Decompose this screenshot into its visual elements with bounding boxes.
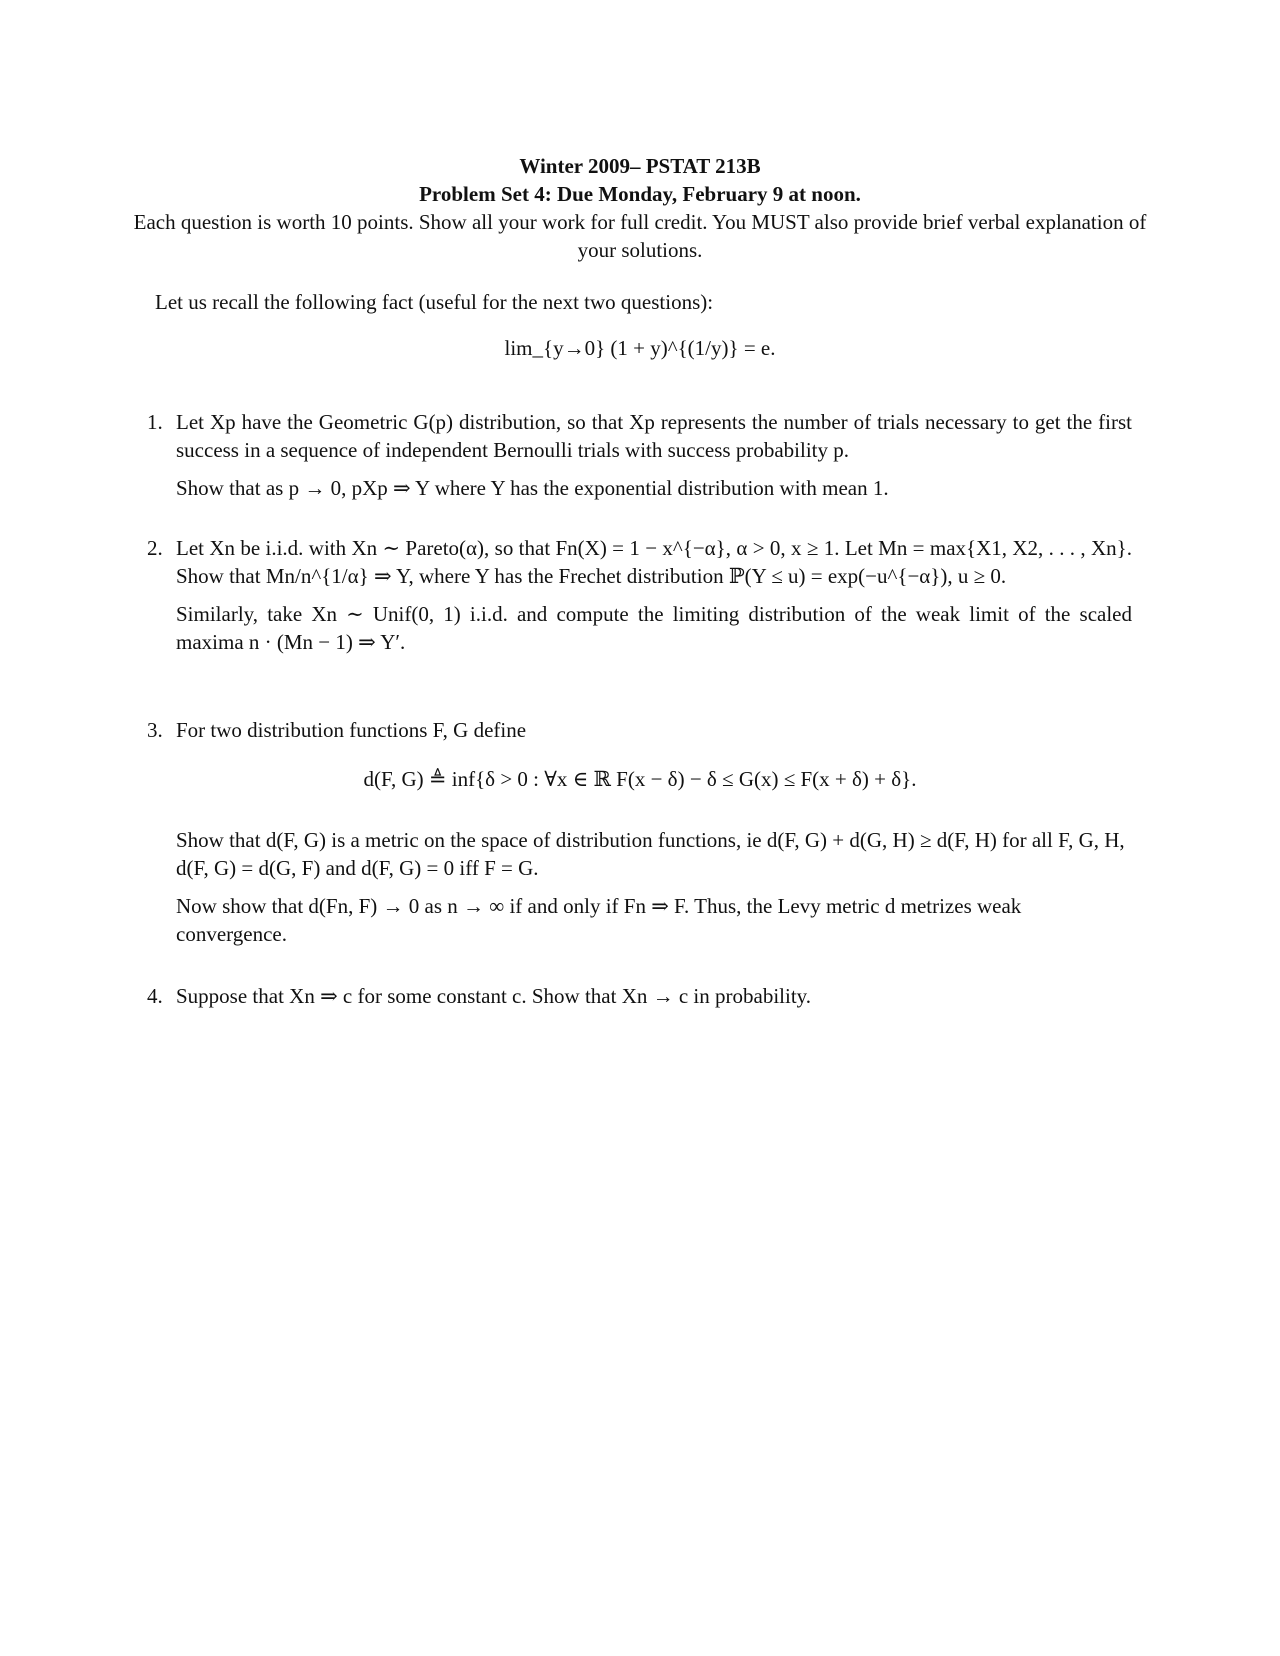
problem-text: Show that d(F, G) is a metric on the space of distribution functions, ie d(F, G) + d(G, H) ≥ d(F, H) for all F, G, H, d(F, G) = d(G, F) and d(F, G) = 0 iff F = G.: [176, 828, 1125, 880]
levy-metric-formula: d(F, G) ≜ inf{δ > 0 : ∀x ∈ ℝ F(x − δ) − δ ≤ G(x) ≤ F(x + δ) + δ}.: [363, 767, 917, 791]
problem-number: 1.: [147, 410, 163, 434]
problem-text: Similarly, take Xn ∼ Unif(0, 1) i.i.d. and compute the limiting distribution of the weak limit of the scaled maxima n · (Mn − 1) ⇒ Y′.: [176, 602, 1132, 654]
problem-3-continued: [176, 826, 1132, 948]
page-subtitle: Problem Set 4: Due Monday, February 9 at noon.: [419, 182, 861, 206]
problem-1: [147, 408, 1132, 502]
problem-text: Let Xp have the Geometric G(p) distribution, so that Xp represents the number of trials necessary to get the first success in a sequence of independent Bernoulli trials with success probability p.: [176, 410, 1132, 462]
problem-3: [147, 716, 1132, 744]
page-title: Winter 2009– PSTAT 213B: [519, 154, 761, 178]
problem-4: [147, 982, 1132, 1010]
problem-number: 3.: [147, 718, 163, 742]
problem-text: For two distribution functions F, G define: [176, 718, 527, 742]
problem-number: 2.: [147, 536, 163, 560]
recall-text: Let us recall the following fact (useful for the next two questions):: [155, 290, 714, 314]
problem-2: [147, 534, 1132, 656]
problem-text: Suppose that Xn ⇒ c for some constant c. Show that Xn → c in probability.: [176, 984, 812, 1008]
problem-text: Let Xn be i.i.d. with Xn ∼ Pareto(α), so that Fn(X) = 1 − x^{−α}, α > 0, x ≥ 1. Let Mn = max{X1, X2, . . . , Xn}. Show that Mn/n^{1/α} ⇒ Y, where Y has the Frechet distribution ℙ(Y ≤ u) = exp(−u^{−α}), u ≥ 0.: [176, 536, 1132, 588]
problem-text: Now show that d(Fn, F) → 0 as n → ∞ if and only if Fn ⇒ F. Thus, the Levy metric d metrizes weak convergence.: [176, 894, 1022, 946]
limit-formula: lim_{y→0} (1 + y)^{(1/y)} = e.: [504, 336, 776, 360]
instructions: Each question is worth 10 points. Show all your work for full credit. You MUST also provide brief verbal explanation of your solutions.: [133, 210, 1147, 262]
problem-number: 4.: [147, 984, 163, 1008]
problem-text: Show that as p → 0, pXp ⇒ Y where Y has the exponential distribution with mean 1.: [176, 476, 889, 500]
